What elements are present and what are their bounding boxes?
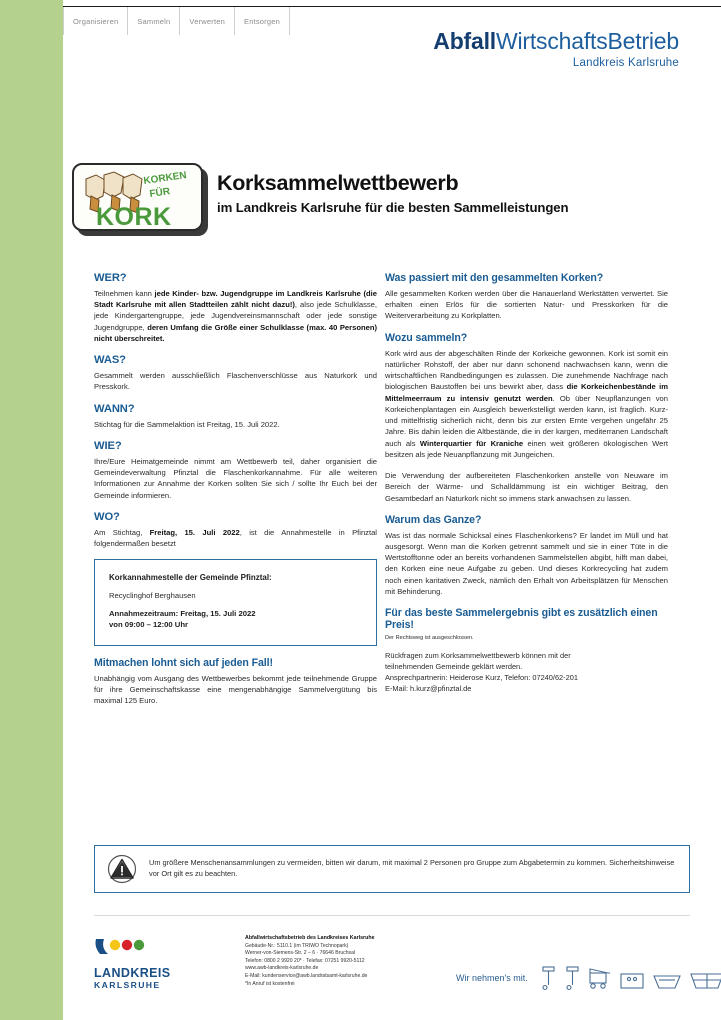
section-heading-was-passiert: Was passiert mit den gesammelten Korken? — [385, 272, 604, 284]
small-wheelie-bin-icon — [540, 965, 557, 991]
section-heading-wer: WER? — [94, 272, 127, 284]
section-heading-wozu-sammeln: Wozu sammeln? — [385, 331, 468, 344]
address-line-1: Gebäude-Nr.: 5110.1 (im TRIWO Technopark) — [245, 942, 349, 949]
footer-slogan: Wir nehmen's mit. — [456, 973, 528, 983]
contact-line-2: teilnehmenden Gemeinde geklärt werden. — [385, 662, 523, 672]
section-heading-bonus: Mitmachen lohnt sich auf jeden Fall! — [94, 656, 273, 669]
awb-logo-name-bold: Abfall — [433, 28, 496, 54]
bin-icon-row — [540, 965, 721, 991]
svg-text:KORK: KORK — [96, 203, 172, 231]
contact-line-1: Rückfragen zum Korksammelwettbewerb können mit der — [385, 651, 571, 661]
section-was — [94, 354, 377, 392]
container-icon — [619, 971, 645, 991]
slogan-block — [456, 965, 721, 991]
warning-triangle-icon — [107, 854, 137, 884]
section-heading-warum-das-ganze: Warum das Ganze? — [385, 513, 482, 526]
address-footnote: *In Anruf ist kostenfrei — [245, 980, 295, 987]
section-text-bonus: Unabhängig vom Ausgang des Wettbewerbes bekommt jede teilnehmende Gruppe für ihre Gemeinschaftskasse eine mengenabhängige Sammelvergütung bis maximal 125 Euro. — [94, 673, 377, 706]
svg-text:KORKEN: KORKEN — [142, 170, 188, 187]
section-wozu-sammeln — [385, 332, 668, 504]
section-heading-wie: WIE? — [94, 439, 122, 452]
landkreis-karlsruhe-logo — [94, 936, 186, 990]
poster-title-block — [217, 172, 717, 215]
left-green-band — [0, 0, 63, 1020]
nav-tab-sammeln[interactable]: Sammeln — [128, 7, 180, 35]
section-wie — [94, 440, 377, 501]
section-text-wozu-sammeln-1: Kork wird aus der abgeschälten Rinde der Korkeiche gewonnen. Kork ist somit ein natürlicher Rohstoff, der aber nur dann schonend nachwachsen kann, wenn die wirtschaftlichen Randbedingungen es zulassen. Die zunehmende Nachfrage nach biologischen Baustoffen bei uns bewirkt aber, dass die Korkeichenbestände im Mittelmeerraum zu intensiv genutzt werden. Ob über Neupflanzungen von Korkeichenplantagen ein Ausgleich bewerkstelligt werden kann, ist fraglich. Kurz- und mittelfristig sicherlich nicht, denn bis zur ersten Ernte vergehen ungefähr 25 Jahre. Bis dahin leiden die Altbestände, die in der kargen, mediterranen Landschaft auch als Winterquartier für Kraniche einen weit größeren ökologischen Wert besitzen als jede Neuanpflanzung mit Jungeichen. — [385, 348, 669, 459]
covid-warning-text: Um größere Menschenansammlungen zu vermeiden, bitten wir darum, mit maximal 2 Personen pro Gruppe zum Abgabetermin zu kommen. Sicherheitshinweise vor Ort gilt es zu beachten. — [149, 858, 675, 878]
section-text-wozu-sammeln-2: Die Verwendung der aufbereiteten Flaschenkorken anstelle von Neuware im Bereich der Wärme- und Schalldämmung ist ein wichtiger Beitrag, den Gesamtbedarf an Naturkork nicht so immens stark anwachsen zu lassen. — [385, 471, 668, 503]
section-heading-wann: WANN? — [94, 402, 135, 415]
prize-legal-note: Der Rechtsweg ist ausgeschlossen. — [385, 635, 474, 642]
section-text-was-passiert: Alle gesammelten Korken werden über die Hanauerland Werkstätten verwertet. Sie erhalten einen Erlös für die sortierten Natur- und Presskorken für die Weiterverarbeitung zu Korkplatten. — [385, 289, 668, 321]
address-website[interactable]: www.awb-landkreis-karlsruhe.de — [245, 965, 319, 972]
section-text-warum-das-ganze: Was ist das normale Schicksal eines Flaschenkorkens? Er landet im Müll und hat ausgesorgt. Wenn man die Korken getrennt sammelt und sie in einer Tüte in die Wertstofftonne oder an bereits vorhandenen Sammelstellen abgibt, hilft man dabei, den Korken eine neue Aufgabe zu geben. Und dieses Korkrecycling hat zudem noch einen karitativen Zweck, nämlich den Erhalt von Arbeitsplätzen für Menschen mit Behinderung. — [385, 530, 668, 596]
section-prize — [385, 607, 668, 641]
contact-block — [385, 650, 668, 694]
section-text-wo: Am Stichtag, Freitag, 15. Juli 2022, ist die Annahmestelle in Pfinztal folgendermaßen besetzt — [94, 527, 377, 549]
nav-tab-organisieren[interactable]: Organisieren — [63, 7, 128, 35]
section-was-passiert — [385, 272, 668, 322]
collection-point-location: Recyclinghof Berghausen — [109, 591, 196, 601]
section-heading-was: WAS? — [94, 354, 126, 367]
collection-point-title: Korkannahmestelle der Gemeinde Pfinztal: — [109, 573, 272, 583]
section-wann — [94, 403, 377, 430]
address-line-3: Telefon: 0800 2 9920 20* · Telefax: 07251 9920-5112 — [245, 957, 365, 964]
section-bonus — [94, 657, 377, 707]
poster-sheet — [63, 0, 721, 1020]
collection-point-hours — [109, 609, 362, 631]
section-text-wann: Stichtag für die Sammelaktion ist Freitag, 15. Juli 2022. — [94, 419, 280, 429]
left-column — [94, 272, 377, 717]
section-text-was: Gesammelt werden ausschließlich Flaschenverschlüsse aus Naturkork und Presskork. — [94, 371, 377, 392]
logo-face — [72, 163, 203, 231]
nav-tab-verwerten[interactable]: Verwerten — [180, 7, 235, 35]
section-heading-wo: WO? — [94, 510, 120, 523]
large-wheelie-bin-icon — [588, 965, 612, 991]
top-navigation[interactable] — [63, 7, 290, 35]
section-wer — [94, 272, 377, 344]
awb-logo-name — [433, 30, 679, 53]
footer-divider — [94, 915, 690, 916]
collection-hours-line1: Annahmezeitraum: Freitag, 15. Juli 2022 — [109, 609, 256, 619]
page-subtitle: im Landkreis Karlsruhe für die besten Sammelleistungen — [217, 199, 569, 215]
nav-tab-entsorgen[interactable]: Entsorgen — [235, 7, 290, 35]
section-wo — [94, 511, 377, 549]
awb-logo-name-light: WirtschaftsBetrieb — [495, 28, 679, 54]
contact-email[interactable]: E-Mail: h.kurz@pfinztal.de — [385, 684, 472, 694]
cork-illustration-icon — [74, 165, 203, 231]
skip-small-icon — [652, 971, 682, 991]
footer-address — [245, 935, 455, 988]
small-wheelie-bin-icon — [564, 965, 581, 991]
section-text-wie: Ihre/Eure Heimatgemeinde nimmt am Wettbewerb teil, daher organisiert die Gemeindeverwaltung Pfinztal die Flaschenkorkannahme. Für alle weiteren Informationen zur Annahme der Korken sollten Sie sich / sollte Ihr Euch bei der Gemeinde informieren. — [94, 456, 377, 500]
address-email[interactable]: E-Mail: kundenservice@awb.landratsamt-karlsruhe.de — [245, 973, 368, 980]
contact-line-3: Ansprechpartnerin: Heiderose Kurz, Telefon: 07240/62-201 — [385, 673, 578, 683]
right-column — [385, 272, 668, 695]
section-text-wer: Teilnehmen kann jede Kinder- bzw. Jugendgruppe im Landkreis Karlsruhe (die Stadt Karlsruhe mit allen Stadtteilen zählt nicht dazu!), also jede Schulklasse, jede Kindergartengruppe, jede Jugendvereinsmannschaft oder jede sonstige Jugendgruppe, deren Umfang die Größe einer Schulklasse (max. 40 Personen) nicht überschreitet. — [94, 289, 377, 343]
covid-warning-box — [94, 845, 690, 893]
korken-fuer-kork-logo — [72, 163, 208, 236]
landkreis-logo-line2: KARLSRUHE — [94, 980, 161, 990]
skip-large-icon — [689, 969, 721, 991]
address-line-2: Werner-von-Siemens-Str. 2 – 6 · 76646 Bruchsal — [245, 950, 356, 957]
section-heading-prize: Für das beste Sammelergebnis gibt es zusätzlich einen Preis! — [385, 607, 658, 632]
awb-logo-subtitle: Landkreis Karlsruhe — [572, 57, 679, 69]
awb-logo — [433, 30, 679, 70]
landkreis-logo-line1: LANDKREIS — [94, 966, 171, 980]
address-company-name: Abfallwirtschaftsbetrieb des Landkreises Karlsruhe — [245, 935, 375, 941]
collection-hours-line2: von 09:00 – 12:00 Uhr — [109, 620, 189, 630]
svg-text:FÜR: FÜR — [148, 186, 171, 200]
collection-point-box — [94, 559, 377, 646]
page-title: Korksammelwettbewerb — [217, 171, 459, 195]
landkreis-emblem-icon — [94, 936, 180, 958]
section-warum-das-ganze — [385, 514, 668, 597]
